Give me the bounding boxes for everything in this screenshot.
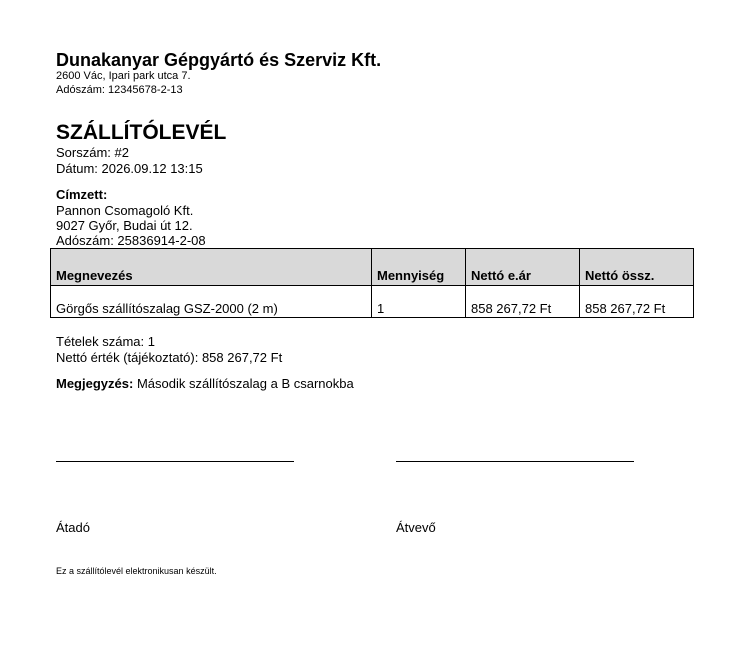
recipient-heading: Címzett:: [56, 187, 108, 202]
item-count: Tételek száma: 1: [56, 334, 155, 349]
cell-quantity: 1: [372, 286, 466, 318]
document-date: Dátum: 2026.09.12 13:15: [56, 161, 203, 176]
recipient-tax-number: Adószám: 25836914-2-08: [56, 233, 206, 248]
column-header-total: Nettó össz.: [580, 249, 694, 286]
company-tax-number: Adószám: 12345678-2-13: [56, 84, 183, 96]
recipient-address: 9027 Győr, Budai út 12.: [56, 218, 193, 233]
note-label: Megjegyzés:: [56, 376, 134, 391]
company-address: 2600 Vác, Ipari park utca 7.: [56, 70, 191, 82]
cell-unit-price: 858 267,72 Ft: [466, 286, 580, 318]
signature-label-receiver: Átvevő: [396, 520, 436, 535]
company-name: Dunakanyar Gépgyártó és Szerviz Kft.: [56, 50, 382, 70]
signature-line-left: [56, 461, 294, 462]
net-value: Nettó érték (tájékoztató): 858 267,72 Ft: [56, 350, 283, 365]
cell-total: 858 267,72 Ft: [580, 286, 694, 318]
cell-item-name: Görgős szállítószalag GSZ-2000 (2 m): [51, 286, 372, 318]
note: [56, 376, 354, 392]
table-header-row: [51, 249, 694, 286]
column-header-name: Megnevezés: [51, 249, 372, 286]
column-header-quantity: Mennyiség: [372, 249, 466, 286]
table-row: [51, 286, 694, 318]
note-text: Második szállítószalag a B csarnokba: [136, 376, 354, 391]
document-title: SZÁLLÍTÓLEVÉL: [56, 121, 227, 144]
items-table: [50, 248, 694, 318]
document-serial: Sorszám: #2: [56, 145, 129, 160]
recipient-name: Pannon Csomagoló Kft.: [56, 203, 194, 218]
column-header-unit-price: Nettó e.ár: [466, 249, 580, 286]
footer-note: Ez a szállítólevél elektronikusan készült.: [56, 566, 217, 576]
signature-line-right: [396, 461, 634, 462]
signature-label-handover: Átadó: [56, 520, 90, 535]
